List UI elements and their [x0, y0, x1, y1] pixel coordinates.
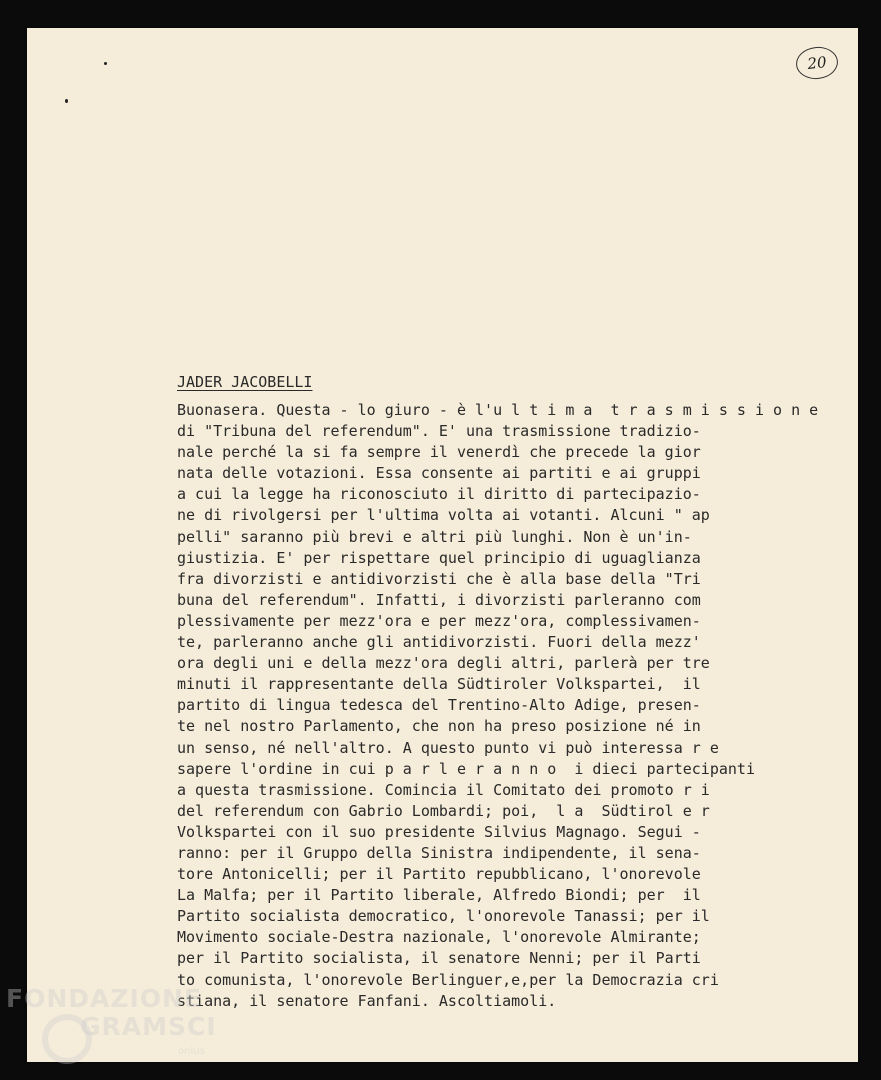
text-line: Partito socialista democratico, l'onorevole Tanassi; per il: [177, 907, 710, 926]
text-line: minuti il rappresentante della Südtiroler Volkspartei, il: [177, 675, 701, 694]
text-line: per il Partito socialista, il senatore Nenni; per il Parti: [177, 949, 701, 968]
document-page: [27, 28, 858, 1062]
text-line: tore Antonicelli; per il Partito repubblicano, l'onorevole: [177, 865, 701, 884]
text-line: del referendum con Gabrio Lombardi; poi, l a Südtirol e r: [177, 801, 710, 820]
text-line: te, parleranno anche gli antidivorzisti. Fuori della mezz': [177, 633, 701, 652]
text-line: buna del referendum". Infatti, i divorzisti parleranno com: [177, 590, 701, 609]
text-line: a questa trasmissione. Comincia il Comitato dei promoto r i: [177, 780, 710, 799]
text-line: partito di lingua tedesca del Trentino-Alto Adige, presen-: [177, 696, 701, 715]
text-line: Volkspartei con il suo presidente Silvius Magnago. Segui -: [177, 822, 701, 841]
text-line: Buonasera. Questa - lo giuro - è l'u l t i m a t r a s m i s s i o n e: [177, 401, 819, 419]
text-line: pelli" saranno più brevi e altri più lunghi. Non è un'in-: [177, 527, 692, 546]
watermark-text: FONDAZIONE: [6, 984, 203, 1013]
text-line: nata delle votazioni. Essa consente ai partiti e ai gruppi: [177, 464, 701, 483]
page-number-circled: 20: [794, 45, 839, 81]
text-line: di "Tribuna del referendum". E' una trasmissione tradizio-: [177, 422, 701, 441]
text-line: un senso, né nell'altro. A questo punto vi può interessa r e: [177, 738, 719, 757]
watermark-text: GRAMSCI: [80, 1012, 217, 1041]
text-line: plessivamente per mezz'ora e per mezz'ora, complessivamen-: [177, 611, 701, 630]
text-line: to comunista, l'onorevole Berlinguer,e,per la Democrazia cri: [177, 970, 719, 989]
text-line: a cui la legge ha riconosciuto il diritto di partecipazio-: [177, 485, 701, 504]
transcript-body: [177, 400, 817, 1012]
ink-speck: [65, 99, 68, 103]
text-line: fra divorzisti e antidivorzisti che è alla base della "Tri: [177, 569, 701, 588]
text-line: te nel nostro Parlamento, che non ha preso posizione né in: [177, 717, 701, 736]
watermark-text: onlus: [178, 1046, 205, 1057]
ink-speck: [104, 62, 107, 65]
text-line: Movimento sociale-Destra nazionale, l'onorevole Almirante;: [177, 928, 701, 947]
text-line: nale perché la si fa sempre il venerdì che precede la gior: [177, 443, 701, 462]
text-line: sapere l'ordine in cui p a r l e r a n n o i dieci partecipanti: [177, 759, 755, 778]
text-line: La Malfa; per il Partito liberale, Alfredo Biondi; per il: [177, 886, 701, 905]
text-line: ora degli uni e della mezz'ora degli altri, parlerà per tre: [177, 654, 710, 673]
text-line: giustizia. E' per rispettare quel principio di uguaglianza: [177, 548, 701, 567]
text-line: ranno: per il Gruppo della Sinistra indipendente, il sena-: [177, 843, 701, 862]
speaker-heading: JADER JACOBELLI: [177, 373, 313, 391]
text-line: stiana, il senatore Fanfani. Ascoltiamoli.: [177, 991, 557, 1010]
text-line: ne di rivolgersi per l'ultima volta ai votanti. Alcuni " ap: [177, 506, 710, 525]
